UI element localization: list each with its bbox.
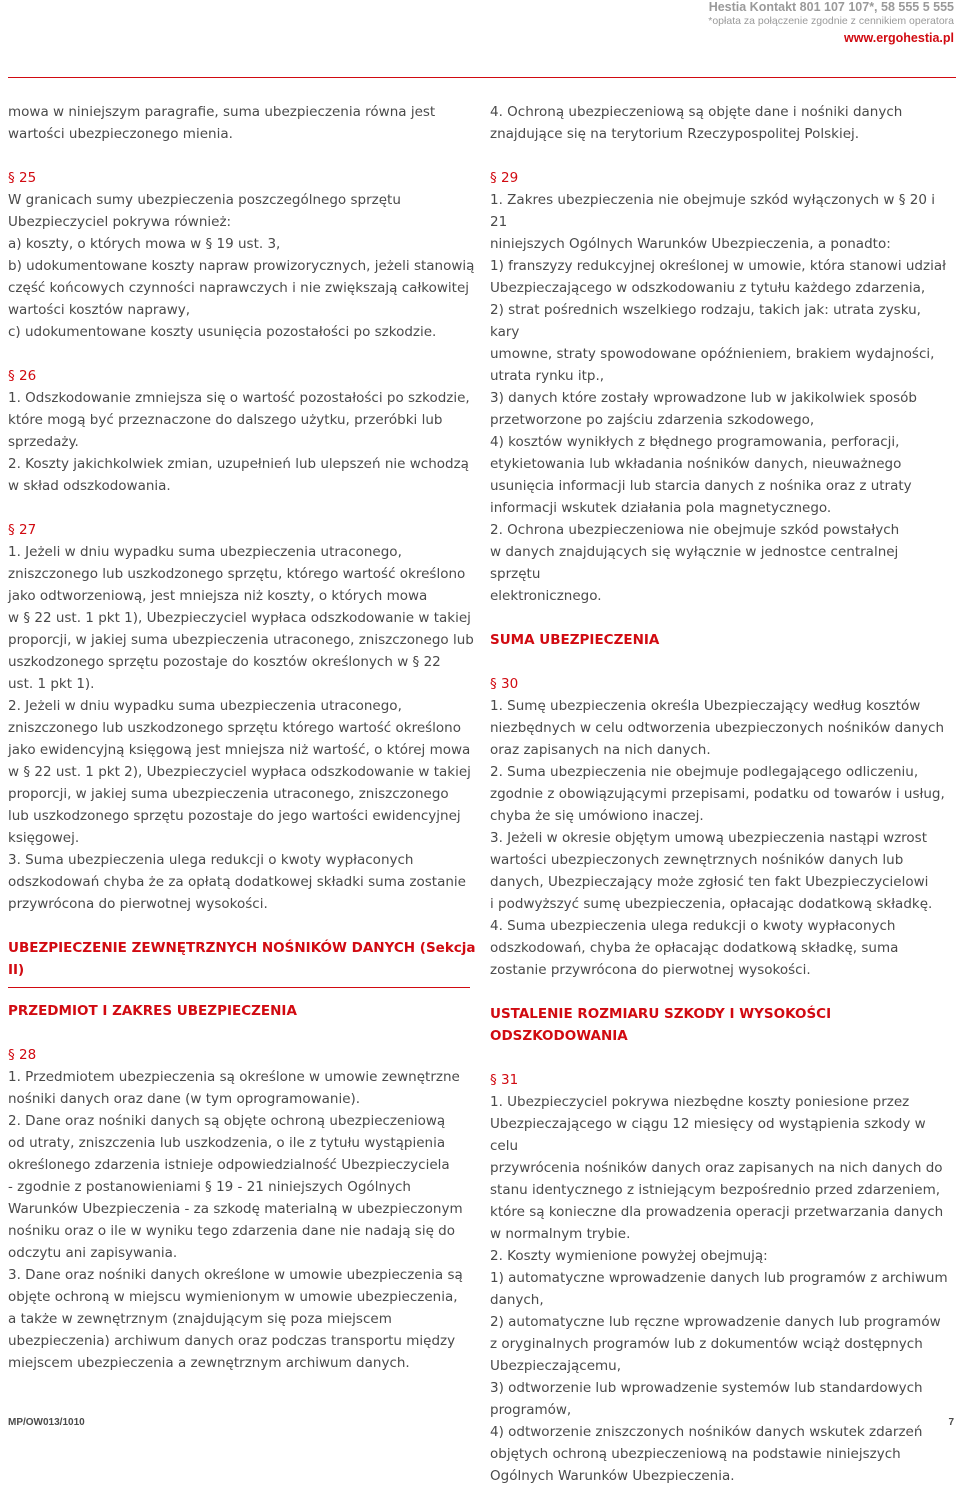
section-ii-divider [8,987,470,988]
section-31-body-line: Ogólnych Warunków Ubezpieczenia. [490,1468,735,1484]
section-29-body-line: 3) danych które zostały wprowadzone lub w jakikolwiek sposób [490,390,917,406]
section-31-body-line: przywrócenia nośników danych oraz zapisanych na nich danych do [490,1160,943,1176]
section-31-body-line: 2) automatyczne lub ręczne wprowadzenie danych lub programów [490,1314,941,1330]
section-30-number: § 30 [490,676,519,692]
section-29-body-line: 1) franszyzy redukcyjnej określonej w umowie, która stanowi udział [490,258,946,274]
section-25-body-line: Ubezpieczyciel pokrywa również: [8,214,232,230]
section-28-body-line: nośniku oraz o ile w wyniku tego zdarzenia dane nie nadają się do [8,1223,455,1239]
section-31-body-line: 4) odtworzenie zniszczonych nośników danych wskutek zdarzeń [490,1424,923,1440]
section-30-body-line: i podwyższyć sumę ubezpieczenia, opłacając dodatkową składkę. [490,896,933,912]
section-25-body-line: część końcowych czynności naprawczych i nie zwiększają całkowitej [8,280,470,296]
section-28-body-line: a także w zewnętrznym (znajdującym się poza miejscem [8,1311,392,1327]
section-29-body-line: 4) kosztów wynikłych z błędnego programowania, perforacji, [490,434,900,450]
section-26-body-line: 1. Odszkodowanie zmniejsza się o wartość pozostałości po szkodzie, [8,390,470,406]
section-30-body-line: odszkodowań, chyba że opłacając dodatkową składkę, suma [490,940,899,956]
section-30-body-line: wartości ubezpieczonych zewnętrznych nośników danych lub [490,852,904,868]
section-29-body-line: umowne, straty spowodowane opóźnieniem, brakiem wydajności, [490,346,935,362]
section-31-body-line: z oryginalnych programów lub z dokumentów wciąż dostępnych [490,1336,923,1352]
section-27-body-line: odszkodowań chyba że za opłatą dodatkowej składki suma zostanie [8,874,466,890]
page-number: 7 [948,1417,954,1428]
section-31-body-line: Ubezpieczającego w ciągu 12 miesięcy od wystąpienia szkody w celu [490,1116,926,1154]
intro-text-right [490,101,952,145]
section-31-body-line: które są konieczne dla prowadzenia operacji przetwarzania danych [490,1204,944,1220]
section-29-body-line: w danych znajdujących się wyłącznie w jednostce centralnej sprzętu [490,544,899,582]
section-30-body-line: chyba że się umówiono inaczej. [490,808,704,824]
section-28-body-line: ubezpieczenia) archiwum danych oraz podczas transportu między [8,1333,456,1349]
section-28-body-line: 3. Dane oraz nośniki danych określone w umowie ubezpieczenia są [8,1267,463,1283]
section-29-body-line: utrata rynku itp., [490,368,605,384]
section-31-body-line: stanu identycznego z istniejącym bezpośrednio przed zdarzeniem, [490,1182,941,1198]
section-27-number: § 27 [8,522,37,538]
section-27-body-line: proporcji, w jakiej suma ubezpieczenia utraconego, zniszczonego lub [8,632,474,648]
section-30-body-line: 4. Suma ubezpieczenia ulega redukcji o kwoty wypłaconych [490,918,896,934]
section-29-number: § 29 [490,170,519,186]
section-27-body-line: uszkodzonego sprzętu pozostaje do kosztów określonych w § 22 [8,654,441,670]
section-31-body-line: 3) odtworzenie lub wprowadzenie systemów lub standardowych [490,1380,923,1396]
section-29-body-line: Ubezpieczającego w odszkodowaniu z tytułu każdego zdarzenia, [490,280,926,296]
section-29-body-line: 2. Ochrona ubezpieczeniowa nie obejmuje szkód powstałych [490,522,900,538]
section-28-body-line: nośniki danych oraz dane (w tym oprogramowanie). [8,1091,361,1107]
section-29-body-line: usunięcia informacji lub starcia danych z nośnika oraz z utraty [490,478,912,494]
website-link[interactable]: www.ergohestia.pl [844,31,954,45]
section-28-body-line: odczytu ani zapisywania. [8,1245,178,1261]
section-25-body-line: b) udokumentowane koszty napraw prowizorycznych, jeżeli stanowią [8,258,475,274]
section-ii-title: UBEZPIECZENIE ZEWNĘTRZNYCH NOŚNIKÓW DANYCH (Sekcja II) [8,940,476,978]
section-30-body-line: 3. Jeżeli w okresie objętym umową ubezpieczenia nastąpi wzrost [490,830,928,846]
left-column [8,101,478,1374]
section-27-body-line: 1. Jeżeli w dniu wypadku suma ubezpieczenia utraconego, [8,544,402,560]
section-25-body-line: W granicach sumy ubezpieczenia poszczególnego sprzętu [8,192,401,208]
section-27-body-line: przywrócona do pierwotnej wysokości. [8,896,268,912]
section-30-body-line: danych, Ubezpieczający może zgłosić ten fakt Ubezpieczycielowi [490,874,929,890]
section-28-body [8,1066,478,1374]
section-30-body-line: oraz zapisanych na nich danych. [490,742,711,758]
section-25-body [8,189,478,343]
section-27-body-line: jako odtworzeniową, jest mniejsza niż koszty, o których mowa [8,588,428,604]
section-27-body-line: lub uszkodzonego sprzętu pozostaje do jego wartości ewidencyjnej [8,808,461,824]
section-26-body-line: 2. Koszty jakichkolwiek zmian, uzupełnień lub ulepszeń nie wchodzą [8,456,469,472]
section-30-body-line: zgodnie z obowiązującymi przepisami, podatku od towarów i usług, [490,786,945,802]
section-27-body-line: zniszczonego lub uszkodzonego sprzętu, którego wartość określono [8,566,466,582]
intro-text-line: wartości ubezpieczonego mienia. [8,126,233,142]
section-31-body-line: 2. Koszty wymienione powyżej obejmują: [490,1248,768,1264]
section-28-body-line: Warunków Ubezpieczenia - za szkodę materialną w ubezpieczonym [8,1201,463,1217]
section-31-body-line: w normalnym trybie. [490,1226,631,1242]
section-31-body-line: objętych ochroną ubezpieczeniową na podstawie niniejszych [490,1446,901,1462]
document-code: MP/OW013/1010 [8,1417,85,1428]
section-28-body-line: od utraty, zniszczenia lub uszkodzenia, o ile z tytułu wystąpienia [8,1135,446,1151]
section-26-body-line: w skład odszkodowania. [8,478,171,494]
section-28-body-line: - zgodnie z postanowieniami § 19 - 21 niniejszych Ogólnych [8,1179,411,1195]
section-31-body-line: programów, [490,1402,572,1418]
section-28-body-line: określonego zdarzenia istnieje odpowiedzialność Ubezpieczyciela [8,1157,450,1173]
section-29-body [490,189,952,607]
intro-text-line: mowa w niniejszym paragrafie, suma ubezpieczenia równa jest [8,104,436,120]
section-29-body-line: niniejszych Ogólnych Warunków Ubezpieczenia, a ponadto: [490,236,891,252]
section-27-body-line: w § 22 ust. 1 pkt 1), Ubezpieczyciel wypłaca odszkodowanie w takiej [8,610,471,626]
section-31-number: § 31 [490,1072,519,1088]
section-27-body-line: księgowej. [8,830,80,846]
section-27-body-line: 2. Jeżeli w dniu wypadku suma ubezpieczenia utraconego, [8,698,402,714]
sum-insured-title: SUMA UBEZPIECZENIA [490,632,660,648]
section-25-body-line: a) koszty, o których mowa w § 19 ust. 3, [8,236,281,252]
section-28-number: § 28 [8,1047,37,1063]
section-27-body-line: jako ewidencyjną księgową jest mniejsza niż wartość, o której mowa [8,742,471,758]
section-29-body-line: elektronicznego. [490,588,602,604]
section-27-body-line: w § 22 ust. 1 pkt 2), Ubezpieczyciel wypłaca odszkodowanie w takiej [8,764,471,780]
section-31-body [490,1091,952,1487]
section-26-body-line: sprzedaży. [8,434,79,450]
page-header [708,0,954,48]
section-28-body-line: 1. Przedmiotem ubezpieczenia są określone w umowie zewnętrzne [8,1069,460,1085]
section-26-body-line: które mogą być przeznaczone do dalszego użytku, przeróbki lub [8,412,443,428]
section-30-body [490,695,952,981]
section-30-body-line: zostanie przywrócona do pierwotnej wysokości. [490,962,811,978]
intro-text-right-line: 4. Ochroną ubezpieczeniową są objęte dane i nośniki danych [490,104,903,120]
call-cost-note: *opłata za połączenie zgodnie z cennikiem operatora [708,15,954,27]
right-column [490,101,952,1487]
section-30-body-line: niezbędnych w celu odtworzenia ubezpieczonych nośników danych [490,720,945,736]
section-28-body-line: objęte ochroną w miejscu wymienionym w umowie ubezpieczenia, [8,1289,458,1305]
section-29-body-line: 1. Zakres ubezpieczenia nie obejmuje szkód wyłączonych w § 20 i 21 [490,192,935,230]
section-28-body-line: miejscem ubezpieczenia a zewnętrznym archiwum danych. [8,1355,410,1371]
section-29-body-line: informacji wskutek działania pola magnetycznego. [490,500,832,516]
section-25-number: § 25 [8,170,37,186]
section-27-body-line: proporcji, w jakiej suma ubezpieczenia utraconego, zniszczonego [8,786,449,802]
section-27-body-line: ust. 1 pkt 1). [8,676,95,692]
section-31-body-line: 1) automatyczne wprowadzenie danych lub programów z archiwum [490,1270,948,1286]
damage-assessment-title: USTALENIE ROZMIARU SZKODY I WYSOKOŚCI ODSZKODOWANIA [490,1006,832,1044]
contact-phone: Hestia Kontakt 801 107 107*, 58 555 5 555 [708,0,954,14]
section-28-body-line: 2. Dane oraz nośniki danych są objęte ochroną ubezpieczeniową [8,1113,446,1129]
section-30-body-line: 1. Sumę ubezpieczenia określa Ubezpieczający według kosztów [490,698,921,714]
section-27-body-line: 3. Suma ubezpieczenia ulega redukcji o kwoty wypłaconych [8,852,414,868]
section-25-body-line: wartości kosztów naprawy, [8,302,191,318]
section-26-body [8,387,478,497]
section-26-number: § 26 [8,368,37,384]
section-29-body-line: etykietowania lub wkładania nośników danych, nieuważnego [490,456,902,472]
intro-text [8,101,478,145]
section-29-body-line: przetworzone po zajściu zdarzenia szkodowego, [490,412,815,428]
subject-scope-title: PRZEDMIOT I ZAKRES UBEZPIECZENIA [8,1003,297,1019]
section-27-body-line: zniszczonego lub uszkodzonego sprzętu którego wartość określono [8,720,461,736]
intro-text-right-line: znajdujące się na terytorium Rzeczypospolitej Polskiej. [490,126,860,142]
section-31-body-line: danych, [490,1292,544,1308]
header-divider [8,77,956,78]
section-31-body-line: Ubezpieczającemu, [490,1358,621,1374]
section-30-body-line: 2. Suma ubezpieczenia nie obejmuje podlegającego odliczeniu, [490,764,919,780]
section-25-body-line: c) udokumentowane koszty usunięcia pozostałości po szkodzie. [8,324,437,340]
section-29-body-line: 2) strat pośrednich wszelkiego rodzaju, takich jak: utrata zysku, kary [490,302,921,340]
section-27-body [8,541,478,915]
section-31-body-line: 1. Ubezpieczyciel pokrywa niezbędne koszty poniesione przez [490,1094,910,1110]
